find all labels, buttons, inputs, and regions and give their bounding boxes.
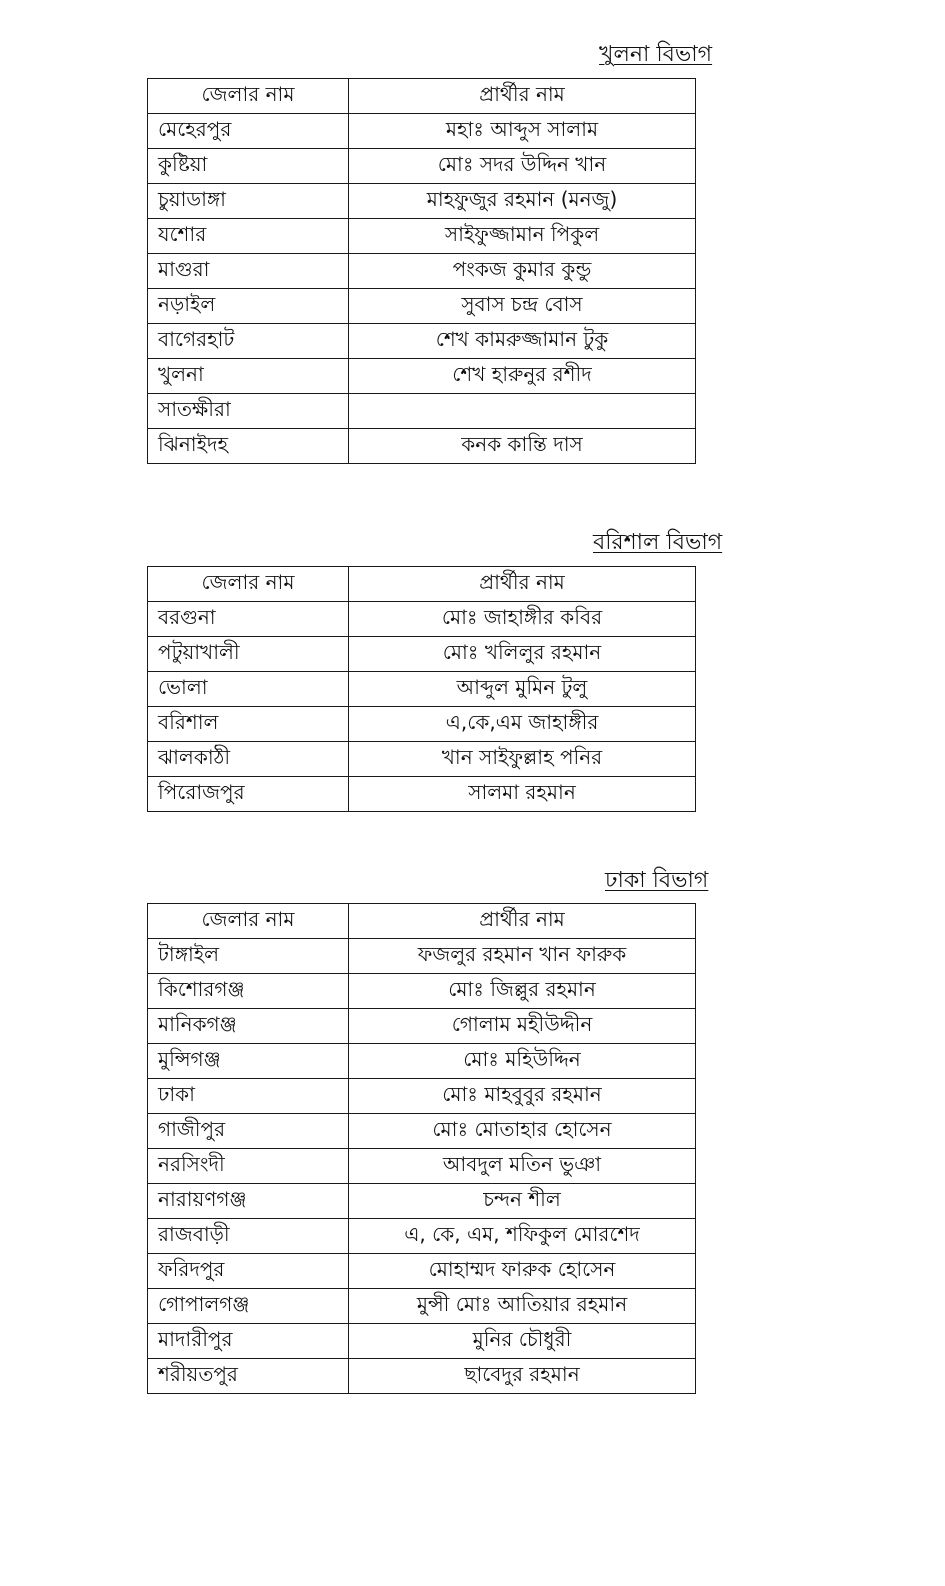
table-row	[148, 184, 696, 219]
section-title: খুলনা বিভাগ	[599, 42, 713, 67]
candidate-cell: মুন্সী মোঃ আতিয়ার রহমান	[349, 1289, 696, 1324]
candidate-cell: মোঃ খলিলুর রহমান	[349, 637, 696, 672]
district-cell: নরসিংদী	[148, 1149, 349, 1184]
table-row	[148, 1044, 696, 1079]
district-cell: কিশোরগঞ্জ	[148, 974, 349, 1009]
district-cell: সাতক্ষীরা	[148, 394, 349, 429]
district-cell: নড়াইল	[148, 289, 349, 324]
candidate-cell: সুবাস চন্দ্র বোস	[349, 289, 696, 324]
candidate-cell: মোঃ জিল্লুর রহমান	[349, 974, 696, 1009]
table-row	[148, 1254, 696, 1289]
candidate-cell: মোঃ মহিউদ্দিন	[349, 1044, 696, 1079]
table-row	[148, 429, 696, 464]
candidate-cell: চন্দন শীল	[349, 1184, 696, 1219]
district-cell: গাজীপুর	[148, 1114, 349, 1149]
candidate-cell: মোঃ জাহাঙ্গীর কবির	[349, 602, 696, 637]
table-row	[148, 1219, 696, 1254]
candidate-cell: মহাঃ আব্দুস সালাম	[349, 114, 696, 149]
district-cell: শরীয়তপুর	[148, 1359, 349, 1394]
table-row	[148, 672, 696, 707]
candidate-cell: শেখ হারুনুর রশীদ	[349, 359, 696, 394]
district-cell: যশোর	[148, 219, 349, 254]
district-cell: ঝালকাঠী	[148, 742, 349, 777]
candidate-cell: এ,কে,এম জাহাঙ্গীর	[349, 707, 696, 742]
candidate-cell: কনক কান্তি দাস	[349, 429, 696, 464]
candidate-table	[147, 903, 696, 1394]
candidate-table	[147, 566, 696, 812]
district-cell: ঢাকা	[148, 1079, 349, 1114]
table-row	[148, 1359, 696, 1394]
district-cell: কুষ্টিয়া	[148, 149, 349, 184]
table-row	[148, 324, 696, 359]
table-row	[148, 637, 696, 672]
candidate-cell: আব্দুল মুমিন টুলু	[349, 672, 696, 707]
header-candidate: প্রার্থীর নাম	[349, 567, 696, 602]
table-row	[148, 359, 696, 394]
district-cell: টাঙ্গাইল	[148, 939, 349, 974]
table-row	[148, 254, 696, 289]
table-row	[148, 602, 696, 637]
table-header-row	[148, 79, 696, 114]
table-row	[148, 1114, 696, 1149]
district-cell: পিরোজপুর	[148, 777, 349, 812]
header-candidate: প্রার্থীর নাম	[349, 904, 696, 939]
candidate-cell: সাইফুজ্জামান পিকুল	[349, 219, 696, 254]
candidate-cell: মোঃ মাহবুবুর রহমান	[349, 1079, 696, 1114]
table-row	[148, 219, 696, 254]
table-row	[148, 289, 696, 324]
candidate-cell: সালমা রহমান	[349, 777, 696, 812]
candidate-cell: মাহফুজুর রহমান (মনজু)	[349, 184, 696, 219]
candidate-cell: খান সাইফুল্লাহ পনির	[349, 742, 696, 777]
table-row	[148, 1184, 696, 1219]
table-row	[148, 777, 696, 812]
table-header-row	[148, 567, 696, 602]
header-candidate: প্রার্থীর নাম	[349, 79, 696, 114]
district-cell: মানিকগঞ্জ	[148, 1009, 349, 1044]
candidate-cell: মোঃ সদর উদ্দিন খান	[349, 149, 696, 184]
district-cell: পটুয়াখালী	[148, 637, 349, 672]
district-cell: মাদারীপুর	[148, 1324, 349, 1359]
table-row	[148, 394, 696, 429]
table-row	[148, 1324, 696, 1359]
candidate-cell: মোহাম্মদ ফারুক হোসেন	[349, 1254, 696, 1289]
district-cell: মুন্সিগঞ্জ	[148, 1044, 349, 1079]
district-cell: বরগুনা	[148, 602, 349, 637]
district-cell: বরিশাল	[148, 707, 349, 742]
district-cell: ঝিনাইদহ	[148, 429, 349, 464]
header-district: জেলার নাম	[148, 567, 349, 602]
district-cell: মেহেরপুর	[148, 114, 349, 149]
section-title: ঢাকা বিভাগ	[605, 868, 709, 893]
candidate-cell	[349, 394, 696, 429]
table-header-row	[148, 904, 696, 939]
candidate-cell: ফজলুর রহমান খান ফারুক	[349, 939, 696, 974]
candidate-cell: গোলাম মহীউদ্দীন	[349, 1009, 696, 1044]
candidate-cell: শেখ কামরুজ্জামান টুকু	[349, 324, 696, 359]
candidate-cell: মুনির চৌধুরী	[349, 1324, 696, 1359]
candidate-cell: ছাবেদুর রহমান	[349, 1359, 696, 1394]
table-row	[148, 1149, 696, 1184]
table-row	[148, 1289, 696, 1324]
district-cell: মাগুরা	[148, 254, 349, 289]
candidate-cell: পংকজ কুমার কুন্ডু	[349, 254, 696, 289]
candidate-cell: আবদুল মতিন ভুঞা	[349, 1149, 696, 1184]
district-cell: চুয়াডাঙ্গা	[148, 184, 349, 219]
table-row	[148, 707, 696, 742]
district-cell: রাজবাড়ী	[148, 1219, 349, 1254]
table-row	[148, 742, 696, 777]
header-district: জেলার নাম	[148, 904, 349, 939]
candidate-table	[147, 78, 696, 464]
candidate-cell: এ, কে, এম, শফিকুল মোরশেদ	[349, 1219, 696, 1254]
table-row	[148, 1009, 696, 1044]
table-row	[148, 939, 696, 974]
table-row	[148, 114, 696, 149]
candidate-cell: মোঃ মোতাহার হোসেন	[349, 1114, 696, 1149]
district-cell: খুলনা	[148, 359, 349, 394]
section-title: বরিশাল বিভাগ	[593, 530, 723, 555]
header-district: জেলার নাম	[148, 79, 349, 114]
district-cell: নারায়ণগঞ্জ	[148, 1184, 349, 1219]
district-cell: ফরিদপুর	[148, 1254, 349, 1289]
table-row	[148, 149, 696, 184]
district-cell: ভোলা	[148, 672, 349, 707]
table-row	[148, 1079, 696, 1114]
table-row	[148, 974, 696, 1009]
district-cell: গোপালগঞ্জ	[148, 1289, 349, 1324]
district-cell: বাগেরহাট	[148, 324, 349, 359]
